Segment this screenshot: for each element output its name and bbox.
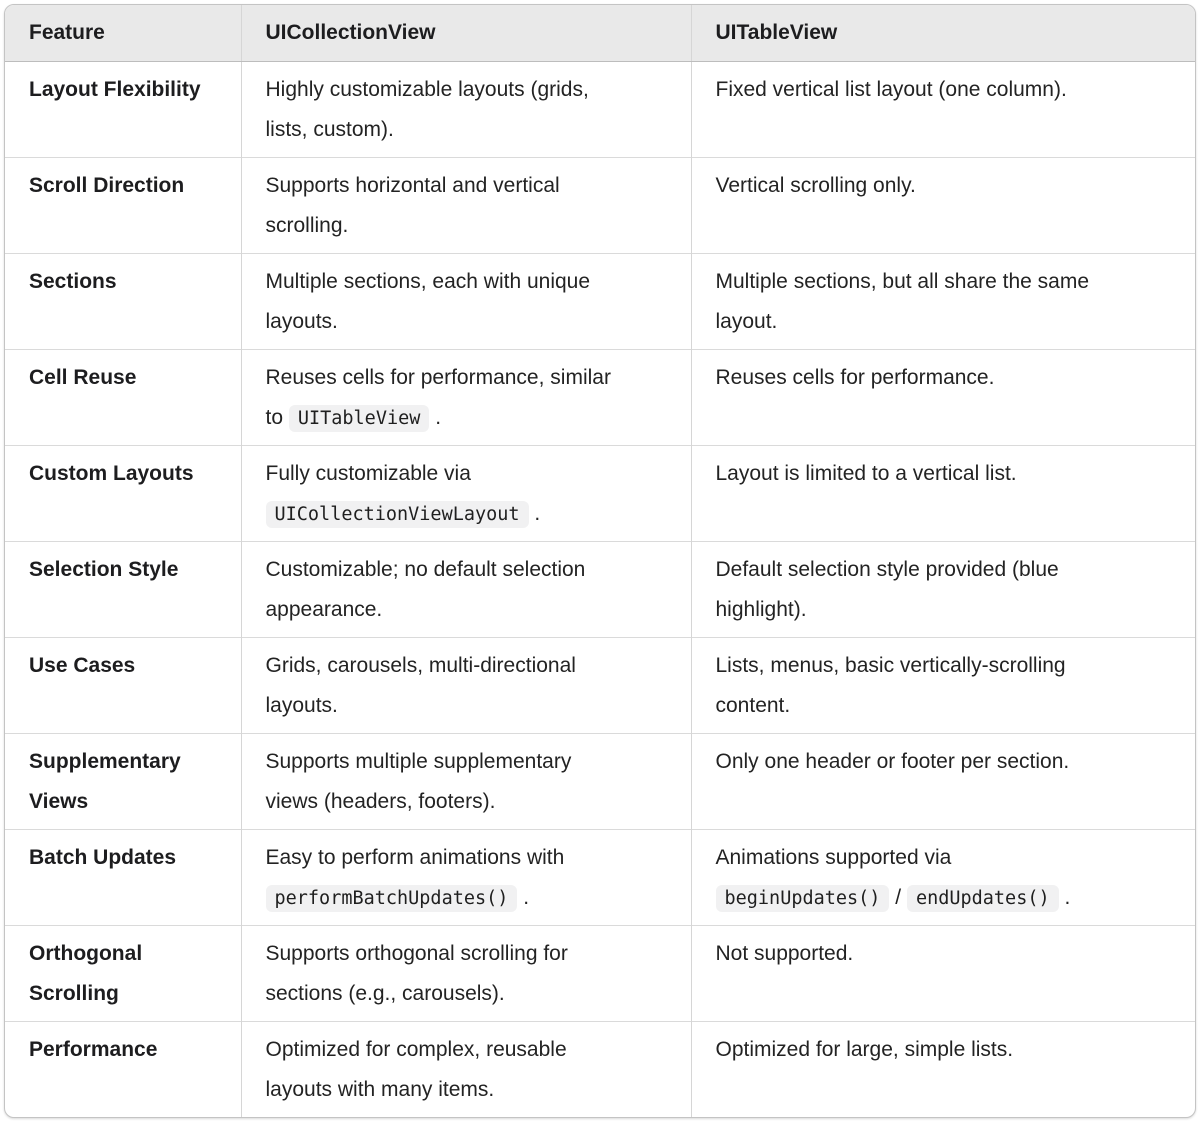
cell-text: Grids, carousels, multi-directional xyxy=(265,653,576,677)
cell-text: Easy to perform animations with xyxy=(265,845,565,869)
uicollectionview-cell xyxy=(241,541,691,637)
inline-code: endUpdates() xyxy=(907,885,1059,912)
uicollectionview-cell xyxy=(241,1021,691,1117)
uitableview-cell xyxy=(691,445,1196,541)
cell-text: to xyxy=(265,405,289,429)
comparison-table xyxy=(5,5,1196,1117)
cell-text: layouts with many items. xyxy=(265,1077,495,1101)
uitableview-cell xyxy=(691,253,1196,349)
inline-code: performBatchUpdates() xyxy=(266,885,518,912)
table-row xyxy=(5,349,1196,445)
table-row xyxy=(5,541,1196,637)
header-row xyxy=(5,5,1196,61)
cell-text: Optimized for complex, reusable xyxy=(265,1037,567,1061)
cell-text: Layout is limited to a vertical list. xyxy=(715,461,1017,485)
uitableview-cell xyxy=(691,925,1196,1021)
feature-cell: Scroll Direction xyxy=(5,157,241,253)
cell-text: lists, custom). xyxy=(265,117,394,141)
cell-text: Supports multiple supplementary xyxy=(265,749,572,773)
cell-text: layout. xyxy=(715,309,778,333)
uicollectionview-cell xyxy=(241,445,691,541)
header-uicollectionview: UICollectionView xyxy=(241,5,691,61)
uitableview-cell xyxy=(691,61,1196,157)
cell-text: Highly customizable layouts (grids, xyxy=(265,77,589,101)
uicollectionview-cell xyxy=(241,733,691,829)
uitableview-cell xyxy=(691,733,1196,829)
feature-cell: Layout Flexibility xyxy=(29,77,201,101)
uitableview-cell xyxy=(691,829,1196,925)
uicollectionview-cell xyxy=(241,253,691,349)
table-row xyxy=(5,253,1196,349)
uitableview-cell xyxy=(691,349,1196,445)
feature-cell: Sections xyxy=(5,253,241,349)
cell-text: Supports orthogonal scrolling for xyxy=(265,941,568,965)
cell-text: Fixed vertical list layout (one column). xyxy=(715,77,1067,101)
header-uitableview: UITableView xyxy=(691,5,1196,61)
cell-text: . xyxy=(528,501,541,525)
cell-text: layouts. xyxy=(265,309,338,333)
uicollectionview-cell xyxy=(241,61,691,157)
cell-text: Only one header or footer per section. xyxy=(715,749,1070,773)
table-header xyxy=(5,5,1196,61)
table-row xyxy=(5,829,1196,925)
uicollectionview-cell xyxy=(241,925,691,1021)
cell-text: scrolling. xyxy=(265,213,349,237)
feature-cell: Use Cases xyxy=(5,637,241,733)
uitableview-cell xyxy=(691,637,1196,733)
table-row xyxy=(5,925,1196,1021)
table-row xyxy=(5,1021,1196,1117)
uitableview-cell xyxy=(691,541,1196,637)
cell-text: Not supported. xyxy=(715,941,854,965)
comparison-table-card xyxy=(4,4,1196,1118)
uicollectionview-cell xyxy=(241,157,691,253)
cell-text: Multiple sections, each with unique xyxy=(265,269,591,293)
cell-text: sections (e.g., carousels). xyxy=(265,981,505,1005)
uitableview-cell xyxy=(691,1021,1196,1117)
cell-text: Optimized for large, simple lists. xyxy=(715,1037,1014,1061)
cell-text: Reuses cells for performance. xyxy=(715,365,995,389)
cell-text: layouts. xyxy=(265,693,338,717)
feature-cell: Orthogonal Scrolling xyxy=(5,925,241,1021)
uicollectionview-cell xyxy=(241,829,691,925)
cell-text: . xyxy=(517,885,530,909)
cell-text: Multiple sections, but all share the same xyxy=(715,269,1090,293)
table-row xyxy=(5,157,1196,253)
cell-text: appearance. xyxy=(265,597,383,621)
cell-text: Fully customizable via xyxy=(265,461,471,485)
inline-code: UITableView xyxy=(289,405,430,432)
cell-text: Default selection style provided (blue xyxy=(715,557,1059,581)
cell-text: Animations supported via xyxy=(715,845,952,869)
feature-cell: Cell Reuse xyxy=(5,349,241,445)
table-row xyxy=(5,61,1196,157)
cell-text: Vertical scrolling only. xyxy=(715,173,916,197)
table-row xyxy=(5,733,1196,829)
uitableview-cell xyxy=(691,157,1196,253)
header-feature: Feature xyxy=(5,5,241,61)
cell-text: views (headers, footers). xyxy=(265,789,496,813)
uicollectionview-cell xyxy=(241,637,691,733)
cell-text: . xyxy=(429,405,442,429)
cell-text: . xyxy=(1058,885,1071,909)
cell-text: Reuses cells for performance, similar xyxy=(265,365,611,389)
cell-text: highlight). xyxy=(715,597,807,621)
cell-text: Lists, menus, basic vertically-scrolling xyxy=(715,653,1066,677)
feature-cell: Supplementary Views xyxy=(5,733,241,829)
uicollectionview-cell xyxy=(241,349,691,445)
feature-cell: Selection Style xyxy=(5,541,241,637)
table-row xyxy=(5,637,1196,733)
cell-text: Customizable; no default selection xyxy=(265,557,586,581)
table-row xyxy=(5,445,1196,541)
feature-cell: Performance xyxy=(5,1021,241,1117)
table-body xyxy=(5,61,1196,1117)
inline-code: UICollectionViewLayout xyxy=(266,501,529,528)
inline-code: beginUpdates() xyxy=(716,885,890,912)
cell-text: / xyxy=(889,885,907,909)
cell-text: Supports horizontal and vertical xyxy=(265,173,560,197)
cell-text: content. xyxy=(715,693,791,717)
feature-cell: Custom Layouts xyxy=(5,445,241,541)
feature-cell: Batch Updates xyxy=(5,829,241,925)
